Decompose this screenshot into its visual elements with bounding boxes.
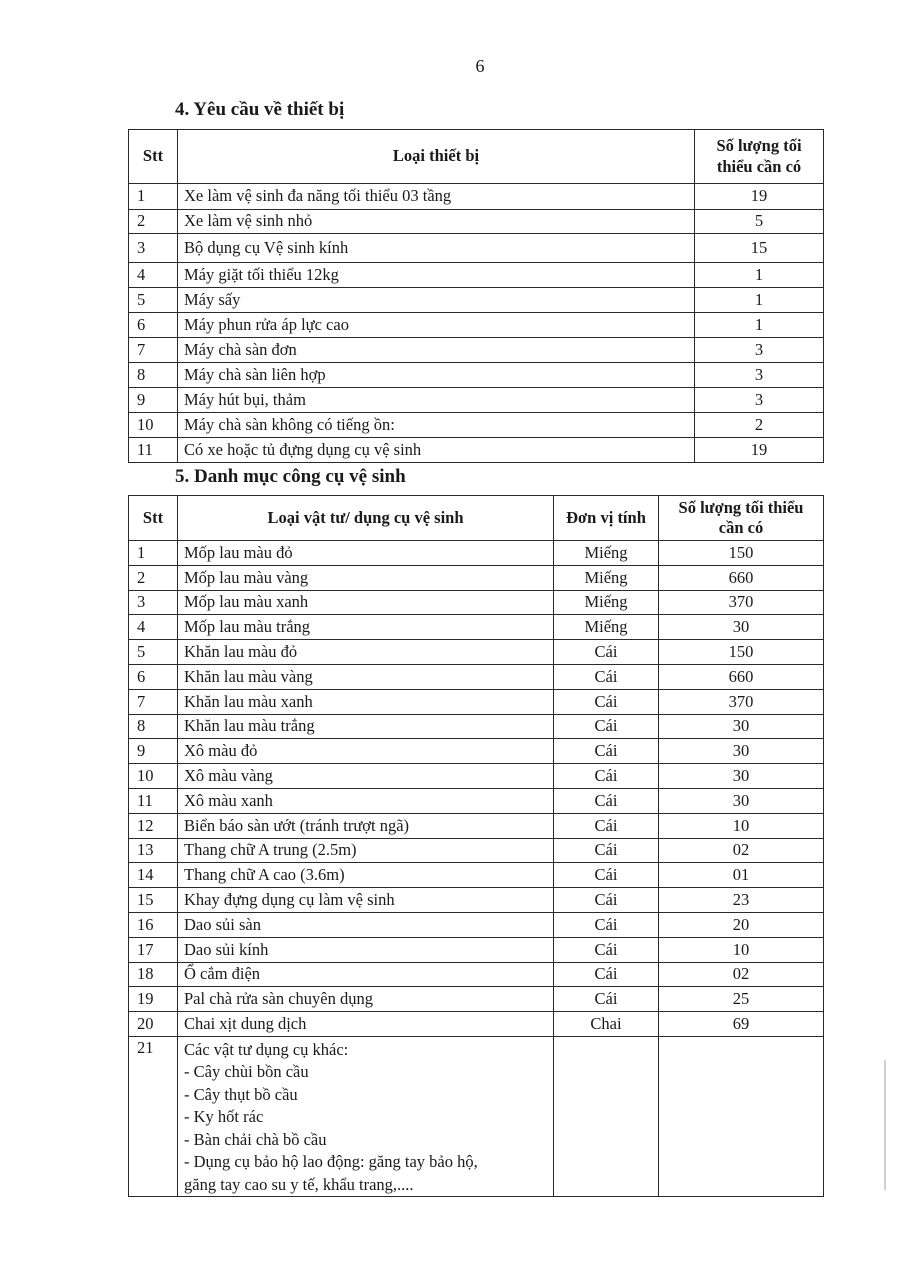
header-stt: Stt bbox=[129, 496, 178, 541]
tool-name: Thang chữ A trung (2.5m) bbox=[178, 838, 554, 863]
cleaning-tools-table-body bbox=[129, 496, 824, 1197]
row-stt: 9 bbox=[129, 388, 178, 413]
other-supplies-line: Các vật tư dụng cụ khác: bbox=[184, 1039, 349, 1059]
row-stt: 10 bbox=[129, 413, 178, 438]
row-stt: 16 bbox=[129, 912, 178, 937]
tool-unit-empty bbox=[554, 1036, 659, 1197]
tool-name: Mốp lau màu trắng bbox=[178, 615, 554, 640]
tool-name: Xô màu vàng bbox=[178, 764, 554, 789]
tool-row bbox=[129, 664, 824, 689]
section-5-heading: 5. Danh mục công cụ vệ sinh bbox=[175, 466, 406, 487]
tool-row bbox=[129, 863, 824, 888]
tool-quantity: 30 bbox=[659, 788, 824, 813]
other-supplies-line: găng tay cao su y tế, khẩu trang,.... bbox=[184, 1174, 414, 1194]
equipment-quantity: 3 bbox=[695, 338, 824, 363]
tool-quantity: 10 bbox=[659, 937, 824, 962]
other-supplies-description bbox=[178, 1036, 554, 1197]
tool-unit: Cái bbox=[554, 987, 659, 1012]
equipment-table bbox=[128, 129, 824, 463]
equipment-row bbox=[129, 338, 824, 363]
equipment-quantity: 1 bbox=[695, 313, 824, 338]
tool-unit: Cái bbox=[554, 788, 659, 813]
equipment-row bbox=[129, 288, 824, 313]
tool-row bbox=[129, 888, 824, 913]
equipment-table-header-row bbox=[129, 130, 824, 184]
row-stt: 8 bbox=[129, 714, 178, 739]
tool-quantity: 20 bbox=[659, 912, 824, 937]
tool-unit: Cái bbox=[554, 912, 659, 937]
tool-unit: Miếng bbox=[554, 590, 659, 615]
equipment-name: Máy chà sàn liên hợp bbox=[178, 363, 695, 388]
tool-row bbox=[129, 764, 824, 789]
tool-unit: Cái bbox=[554, 838, 659, 863]
equipment-name: Xe làm vệ sinh đa năng tối thiểu 03 tầng bbox=[178, 184, 695, 210]
row-stt: 4 bbox=[129, 263, 178, 288]
equipment-quantity: 3 bbox=[695, 363, 824, 388]
row-stt: 3 bbox=[129, 590, 178, 615]
tool-quantity: 69 bbox=[659, 1012, 824, 1037]
tool-unit: Cái bbox=[554, 863, 659, 888]
equipment-row bbox=[129, 363, 824, 388]
tool-row bbox=[129, 937, 824, 962]
equipment-name: Xe làm vệ sinh nhỏ bbox=[178, 210, 695, 234]
tool-row bbox=[129, 615, 824, 640]
tool-row bbox=[129, 590, 824, 615]
scan-edge-shadow bbox=[884, 1060, 886, 1190]
tool-quantity-empty bbox=[659, 1036, 824, 1197]
row-stt: 13 bbox=[129, 838, 178, 863]
row-stt: 2 bbox=[129, 210, 178, 234]
tool-unit: Cái bbox=[554, 640, 659, 665]
other-supplies-line: - Bàn chải chà bồ cầu bbox=[184, 1129, 327, 1149]
tool-quantity: 660 bbox=[659, 565, 824, 590]
tool-quantity: 02 bbox=[659, 838, 824, 863]
equipment-quantity: 15 bbox=[695, 234, 824, 263]
equipment-table-body bbox=[129, 130, 824, 463]
equipment-name: Có xe hoặc tủ đựng dụng cụ vệ sinh bbox=[178, 438, 695, 463]
equipment-quantity: 19 bbox=[695, 438, 824, 463]
tool-name: Xô màu đỏ bbox=[178, 739, 554, 764]
row-stt: 11 bbox=[129, 788, 178, 813]
tool-name: Mốp lau màu vàng bbox=[178, 565, 554, 590]
equipment-name: Máy phun rửa áp lực cao bbox=[178, 313, 695, 338]
row-stt: 21 bbox=[129, 1036, 178, 1197]
row-stt: 7 bbox=[129, 338, 178, 363]
equipment-name: Máy hút bụi, thảm bbox=[178, 388, 695, 413]
equipment-quantity: 19 bbox=[695, 184, 824, 210]
row-stt: 7 bbox=[129, 689, 178, 714]
equipment-name: Bộ dụng cụ Vệ sinh kính bbox=[178, 234, 695, 263]
tool-quantity: 370 bbox=[659, 590, 824, 615]
header-stt: Stt bbox=[129, 130, 178, 184]
tool-unit: Cái bbox=[554, 888, 659, 913]
equipment-row bbox=[129, 313, 824, 338]
tool-name: Khăn lau màu xanh bbox=[178, 689, 554, 714]
tool-unit: Cái bbox=[554, 813, 659, 838]
tool-row bbox=[129, 987, 824, 1012]
tool-row bbox=[129, 739, 824, 764]
tool-quantity: 25 bbox=[659, 987, 824, 1012]
tool-name: Khay đựng dụng cụ làm vệ sinh bbox=[178, 888, 554, 913]
tool-unit: Chai bbox=[554, 1012, 659, 1037]
tool-name: Dao sủi kính bbox=[178, 937, 554, 962]
tool-row bbox=[129, 788, 824, 813]
tool-unit: Miếng bbox=[554, 565, 659, 590]
equipment-name: Máy sấy bbox=[178, 288, 695, 313]
tool-name: Thang chữ A cao (3.6m) bbox=[178, 863, 554, 888]
equipment-quantity: 1 bbox=[695, 263, 824, 288]
row-stt: 18 bbox=[129, 962, 178, 987]
header-min-quantity: Số lượng tối thiểu cần có bbox=[695, 130, 824, 184]
tool-quantity: 30 bbox=[659, 739, 824, 764]
page-number: 6 bbox=[475, 56, 485, 76]
tool-unit: Cái bbox=[554, 689, 659, 714]
row-stt: 1 bbox=[129, 541, 178, 566]
row-stt: 17 bbox=[129, 937, 178, 962]
row-stt: 14 bbox=[129, 863, 178, 888]
equipment-row bbox=[129, 234, 824, 263]
header-tool-type: Loại vật tư/ dụng cụ vệ sinh bbox=[178, 496, 554, 541]
tool-quantity: 30 bbox=[659, 764, 824, 789]
row-stt: 6 bbox=[129, 664, 178, 689]
row-stt: 1 bbox=[129, 184, 178, 210]
equipment-name: Máy chà sàn đơn bbox=[178, 338, 695, 363]
tool-unit: Cái bbox=[554, 764, 659, 789]
tool-name: Pal chà rửa sàn chuyên dụng bbox=[178, 987, 554, 1012]
tool-name: Mốp lau màu xanh bbox=[178, 590, 554, 615]
tool-name: Khăn lau màu vàng bbox=[178, 664, 554, 689]
equipment-row bbox=[129, 413, 824, 438]
row-stt: 15 bbox=[129, 888, 178, 913]
equipment-row bbox=[129, 388, 824, 413]
header-min-quantity: Số lượng tối thiểu cần có bbox=[659, 496, 824, 541]
tool-unit: Miếng bbox=[554, 541, 659, 566]
equipment-quantity: 5 bbox=[695, 210, 824, 234]
row-stt: 3 bbox=[129, 234, 178, 263]
equipment-quantity: 2 bbox=[695, 413, 824, 438]
other-supplies-line: - Cây chùi bồn cầu bbox=[184, 1062, 309, 1082]
tool-name: Biển báo sàn ướt (tránh trượt ngã) bbox=[178, 813, 554, 838]
row-stt: 20 bbox=[129, 1012, 178, 1037]
tool-row bbox=[129, 838, 824, 863]
section-4-heading: 4. Yêu cầu về thiết bị bbox=[175, 99, 345, 120]
row-stt: 12 bbox=[129, 813, 178, 838]
tool-row bbox=[129, 813, 824, 838]
tool-unit: Cái bbox=[554, 937, 659, 962]
tools-table-header-row bbox=[129, 496, 824, 541]
row-stt: 10 bbox=[129, 764, 178, 789]
other-supplies-line: - Cây thụt bồ cầu bbox=[184, 1084, 298, 1104]
tool-row-other-supplies bbox=[129, 1036, 824, 1197]
row-stt: 11 bbox=[129, 438, 178, 463]
tool-name: Xô màu xanh bbox=[178, 788, 554, 813]
tool-name: Khăn lau màu đỏ bbox=[178, 640, 554, 665]
equipment-row bbox=[129, 184, 824, 210]
equipment-quantity: 3 bbox=[695, 388, 824, 413]
cleaning-tools-table bbox=[128, 495, 824, 1197]
tool-unit: Cái bbox=[554, 664, 659, 689]
tool-name: Dao sủi sàn bbox=[178, 912, 554, 937]
tool-row bbox=[129, 962, 824, 987]
equipment-row bbox=[129, 438, 824, 463]
row-stt: 6 bbox=[129, 313, 178, 338]
tool-quantity: 150 bbox=[659, 541, 824, 566]
tool-unit: Cái bbox=[554, 714, 659, 739]
tool-row bbox=[129, 565, 824, 590]
tool-name: Mốp lau màu đỏ bbox=[178, 541, 554, 566]
row-stt: 2 bbox=[129, 565, 178, 590]
equipment-name: Máy giặt tối thiểu 12kg bbox=[178, 263, 695, 288]
row-stt: 5 bbox=[129, 640, 178, 665]
row-stt: 9 bbox=[129, 739, 178, 764]
equipment-name: Máy chà sàn không có tiếng ồn: bbox=[178, 413, 695, 438]
tool-quantity: 30 bbox=[659, 714, 824, 739]
tool-row bbox=[129, 640, 824, 665]
row-stt: 5 bbox=[129, 288, 178, 313]
tool-quantity: 02 bbox=[659, 962, 824, 987]
tool-quantity: 370 bbox=[659, 689, 824, 714]
row-stt: 4 bbox=[129, 615, 178, 640]
tool-name: Khăn lau màu trắng bbox=[178, 714, 554, 739]
equipment-row bbox=[129, 210, 824, 234]
row-stt: 8 bbox=[129, 363, 178, 388]
tool-quantity: 01 bbox=[659, 863, 824, 888]
other-supplies-line: - Dụng cụ bảo hộ lao động: găng tay bảo hộ, bbox=[184, 1152, 478, 1172]
tool-row bbox=[129, 714, 824, 739]
tool-row bbox=[129, 912, 824, 937]
header-unit: Đơn vị tính bbox=[554, 496, 659, 541]
tool-quantity: 23 bbox=[659, 888, 824, 913]
tool-row bbox=[129, 689, 824, 714]
tool-row bbox=[129, 541, 824, 566]
tool-unit: Cái bbox=[554, 739, 659, 764]
other-supplies-line: - Ky hốt rác bbox=[184, 1107, 264, 1127]
equipment-quantity: 1 bbox=[695, 288, 824, 313]
tool-row bbox=[129, 1012, 824, 1037]
tool-name: Chai xịt dung dịch bbox=[178, 1012, 554, 1037]
equipment-row bbox=[129, 263, 824, 288]
header-equipment-type: Loại thiết bị bbox=[178, 130, 695, 184]
tool-quantity: 150 bbox=[659, 640, 824, 665]
tool-quantity: 10 bbox=[659, 813, 824, 838]
tool-unit: Cái bbox=[554, 962, 659, 987]
tool-name: Ổ cắm điện bbox=[178, 962, 554, 987]
tool-quantity: 30 bbox=[659, 615, 824, 640]
row-stt: 19 bbox=[129, 987, 178, 1012]
tool-unit: Miếng bbox=[554, 615, 659, 640]
tool-quantity: 660 bbox=[659, 664, 824, 689]
